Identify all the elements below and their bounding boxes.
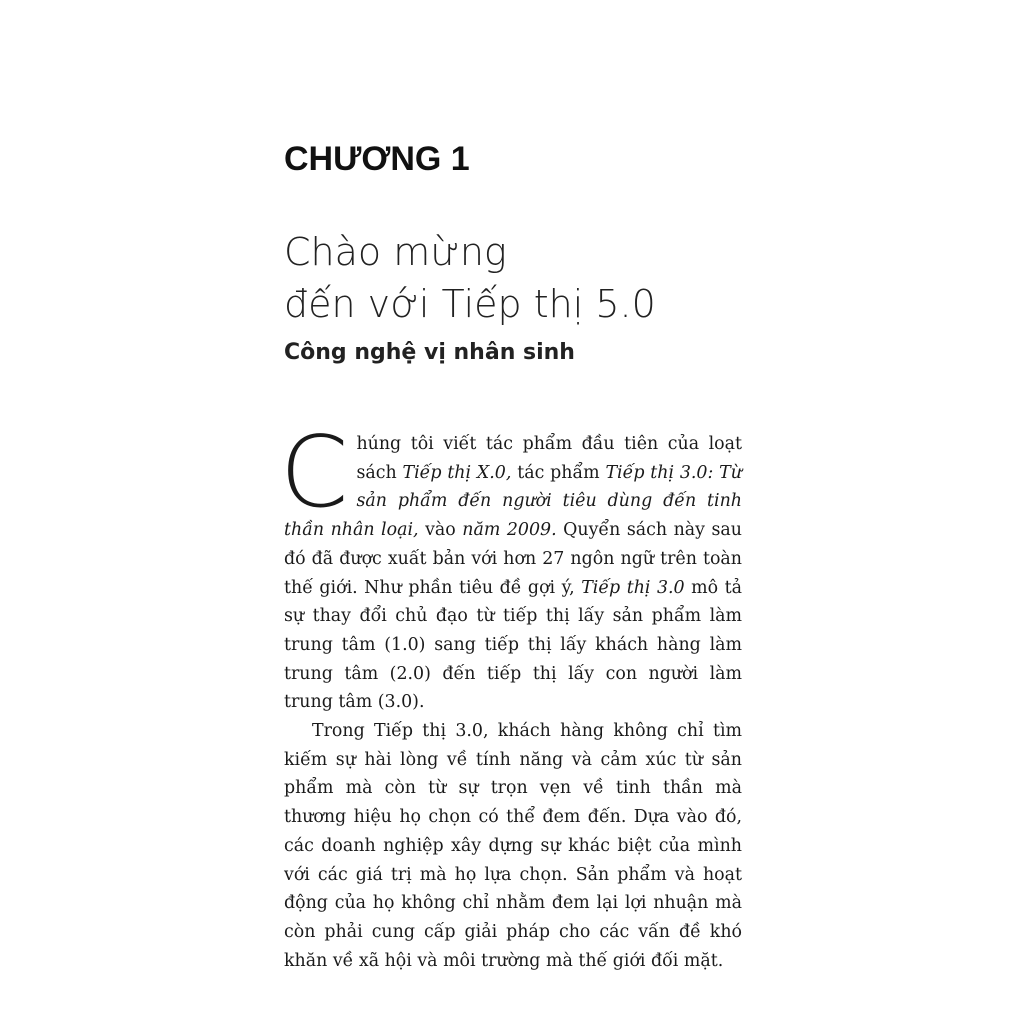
drop-cap: C <box>280 416 349 530</box>
chapter-title-line-1: Chào mừng <box>284 230 507 274</box>
paragraph-2: Trong Tiếp thị 3.0, khách hàng không chỉ tìm kiếm sự hài lòng về tính năng và cảm xúc từ sản phẩm mà còn từ sự trọn vẹn về tinh thần mà thương hiệu họ chọn có thể đem đến. Dựa vào đó, các doanh nghiệp xây dựng sự khác biệt của mình với các giá trị mà họ lựa chọn. Sản phẩm và hoạt động của họ không chỉ nhằm đem lại lợi nhuận mà còn phải cung cấp giải pháp cho các vấn đề khó khăn về xã hội và môi trường mà thế giới đối mặt. <box>284 721 742 971</box>
book-title-italic-3: Tiếp thị 3.0 <box>581 577 685 598</box>
year-italic: năm 2009. <box>462 520 557 541</box>
chapter-title <box>284 226 656 330</box>
paragraph-1-text-1: húng tôi viết tác phẩm đầu tiên của loạt sách <box>356 434 742 483</box>
book-title-italic-1: Tiếp thị X.0, <box>402 462 512 483</box>
paragraph-1-text-3: vào <box>418 520 463 541</box>
paragraph-1-text-4: Quyển sách này sau đó đã được xuất bản với hơn 27 ngôn ngữ trên toàn thế giới. Như phần tiêu đề gợi ý, <box>284 520 742 598</box>
book-title-italic-2: Tiếp thị 3.0: Từ sản phẩm đến người tiêu dùng đến tinh thần nhân loại, <box>284 462 742 541</box>
paragraph-1 <box>280 416 742 717</box>
paragraph-1-text-5: mô tả sự thay đổi chủ đạo từ tiếp thị lấy sản phẩm làm trung tâm (1.0) sang tiếp thị lấy khách hàng làm trung tâm (2.0) đến tiếp thị lấy con người làm trung tâm (3.0). <box>284 577 742 713</box>
chapter-title-line-2: đến với Tiếp thị 5.0 <box>284 282 656 326</box>
chapter-label: CHƯƠNG 1 <box>284 140 470 178</box>
chapter-subtitle: Công nghệ vị nhân sinh <box>284 340 575 365</box>
paragraph-1-text-2: tác phẩm <box>511 462 606 483</box>
body-text <box>280 416 742 975</box>
